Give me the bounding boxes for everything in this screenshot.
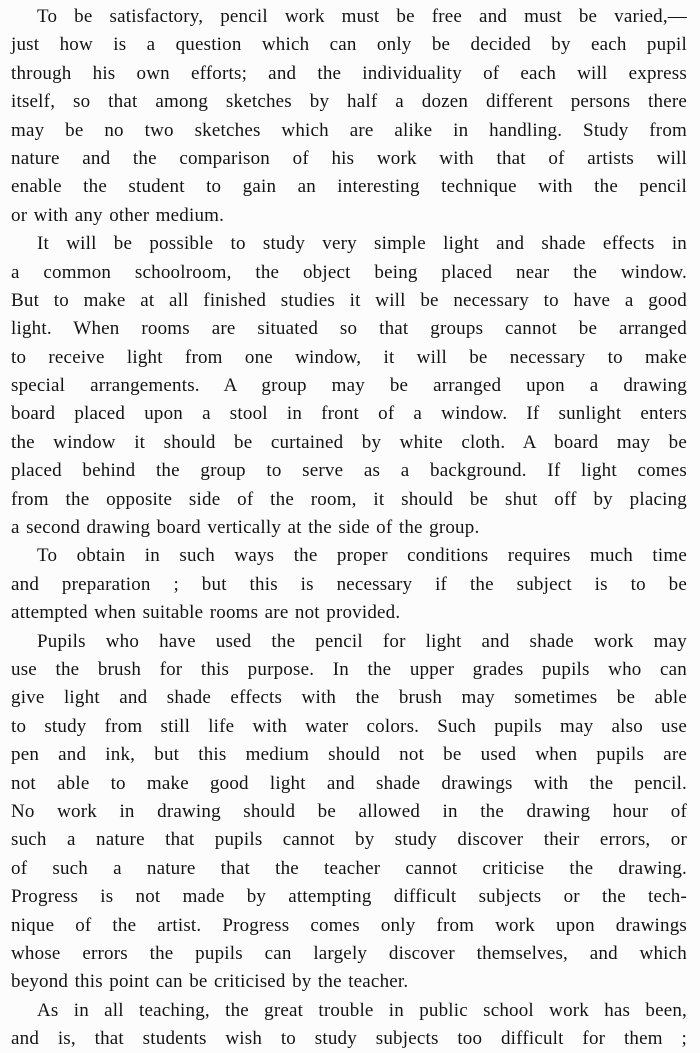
- text-line: a second drawing board vertically at the side of the group.: [11, 517, 480, 539]
- text-line: the window it should be curtained by white cloth. A board may be: [11, 431, 687, 453]
- text-line: Progress is not made by attempting difficult subjects or the tech-: [11, 886, 687, 908]
- text-line: or with any other medium.: [11, 204, 225, 226]
- text-line: give light and shade effects with the brush may sometimes be able: [11, 687, 687, 709]
- text-line: Pupils who have used the pencil for light and shade work may: [37, 630, 687, 652]
- text-line: itself, so that among sketches by half a dozen different persons there: [11, 91, 687, 113]
- text-line: To obtain in such ways the proper conditions requires much time: [37, 545, 687, 567]
- text-line: just how is a question which can only be decided by each pupil: [11, 34, 687, 56]
- text-line: light. When rooms are situated so that groups cannot be arranged: [11, 318, 687, 340]
- text-line: special arrangements. A group may be arranged upon a drawing: [11, 375, 687, 397]
- text-line: nique of the artist. Progress comes only from work upon drawings: [11, 914, 687, 936]
- text-line: beyond this point can be criticised by the teacher.: [11, 971, 409, 993]
- text-line: attempted when suitable rooms are not provided.: [11, 602, 401, 624]
- paragraph: [11, 3, 687, 230]
- paragraph: [11, 628, 687, 997]
- paragraph: [11, 542, 687, 627]
- text-line: No work in drawing should be allowed in the drawing hour of: [11, 800, 687, 822]
- text-line: It will be possible to study very simple light and shade effects in: [37, 233, 687, 255]
- text-line: board placed upon a stool in front of a window. If sunlight enters: [11, 403, 687, 425]
- text-line: To be satisfactory, pencil work must be free and must be varied,—: [37, 6, 687, 27]
- text-line: nature and the comparison of his work with that of artists will: [11, 147, 687, 169]
- text-line: whose errors the pupils can largely discover themselves, and which: [11, 942, 687, 964]
- text-line: may be no two sketches which are alike in handling. Study from: [11, 119, 687, 141]
- text-line: from the opposite side of the room, it should be shut off by placing: [11, 488, 687, 510]
- text-line: and preparation ; but this is necessary if the subject is to be: [11, 573, 687, 595]
- text-line: to receive light from one window, it will be necessary to make: [11, 346, 687, 368]
- paragraph: [11, 997, 687, 1053]
- text-line: placed behind the group to serve as a background. If light comes: [11, 460, 687, 482]
- text-line: As in all teaching, the great trouble in public school work has been,: [37, 999, 687, 1021]
- text-line: use the brush for this purpose. In the upper grades pupils who can: [11, 658, 687, 680]
- text-line: through his own efforts; and the individuality of each will express: [11, 62, 687, 84]
- text-line: pen and ink, but this medium should not be used when pupils are: [11, 744, 687, 766]
- text-line: a common schoolroom, the object being placed near the window.: [11, 261, 687, 283]
- text-line: and is, that students wish to study subjects too difficult for them ;: [11, 1028, 687, 1050]
- text-line: of such a nature that the teacher cannot criticise the drawing.: [11, 857, 687, 879]
- text-line: to study from still life with water colors. Such pupils may also use: [11, 715, 687, 737]
- paragraph: [11, 230, 687, 542]
- text-line: But to make at all finished studies it will be necessary to have a good: [11, 289, 687, 311]
- text-line: not able to make good light and shade drawings with the pencil.: [11, 772, 687, 794]
- text-line: such a nature that pupils cannot by study discover their errors, or: [11, 829, 687, 851]
- text-line: enable the student to gain an interesting technique with the pencil: [11, 176, 687, 198]
